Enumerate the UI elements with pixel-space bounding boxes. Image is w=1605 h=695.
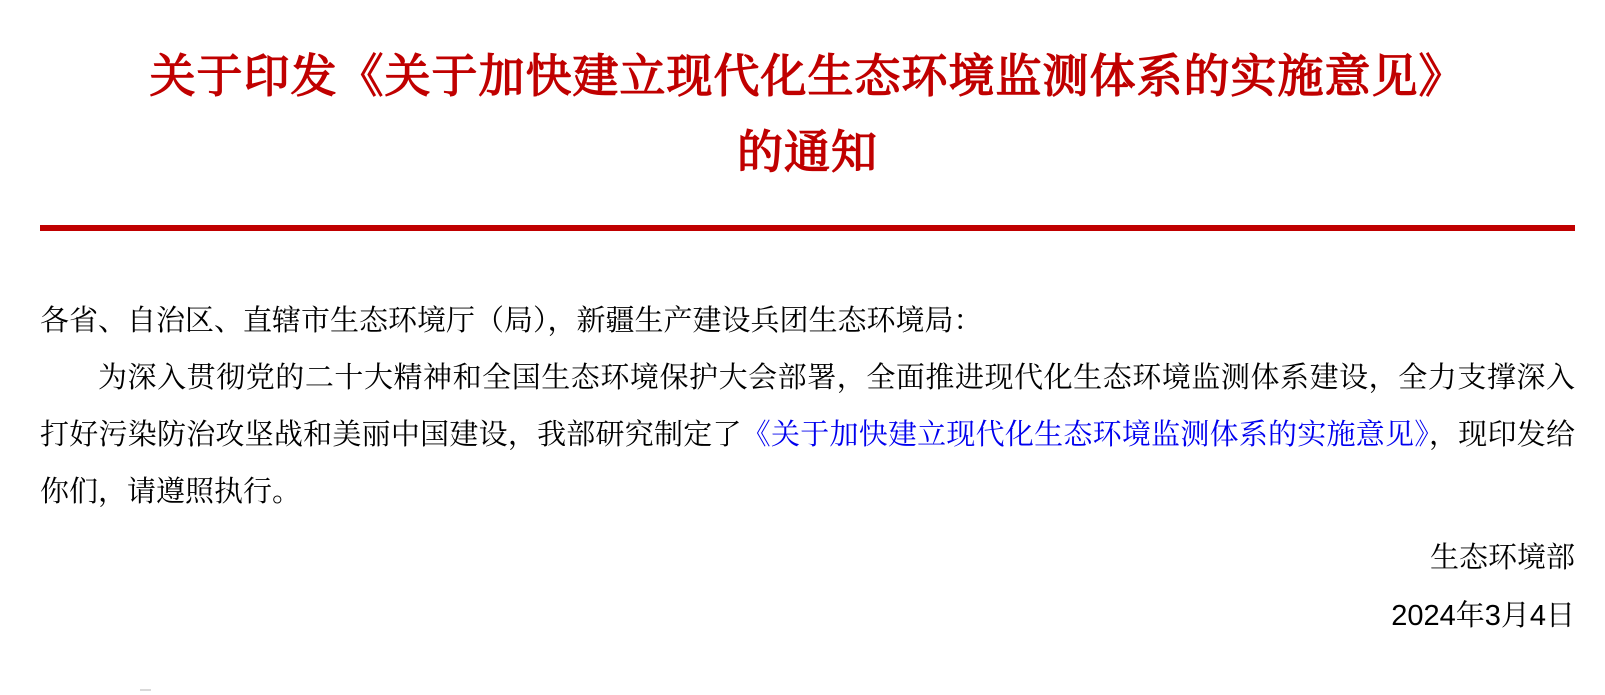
implementation-opinion-link[interactable]: 《关于加快建立现代化生态环境监测体系的实施意见》 [741, 419, 1429, 451]
signature-date: 2024年3月4日 [1391, 600, 1575, 632]
paragraph-text-before-link: 为深入贯彻党的二十大精神和全国生态环境保护大会部署，全面推进现代化生态环境监测体系建设，全力支撑深入打好污染防治攻坚战和美丽中国建设，我部研究制定了 [40, 362, 1575, 451]
notice-title [40, 38, 1575, 190]
cutoff-next-line-fragment [140, 689, 151, 691]
salutation-line: 各省、自治区、直辖市生态环境厅（局），新疆生产建设兵团生态环境局： [40, 305, 983, 337]
notice-title-line-1: 关于印发《关于加快建立现代化生态环境监测体系的实施意见》 [149, 50, 1466, 102]
notice-title-line-2: 的通知 [737, 126, 878, 178]
body-paragraph [40, 350, 1575, 521]
notice-body [40, 293, 1575, 645]
red-divider [40, 225, 1575, 231]
signature-block [40, 529, 1575, 645]
notice-page [0, 38, 1605, 695]
paragraph-text-after-link: ，现印发给你们，请遵照执行。 [40, 419, 1575, 508]
signer-agency: 生态环境部 [1429, 542, 1575, 574]
